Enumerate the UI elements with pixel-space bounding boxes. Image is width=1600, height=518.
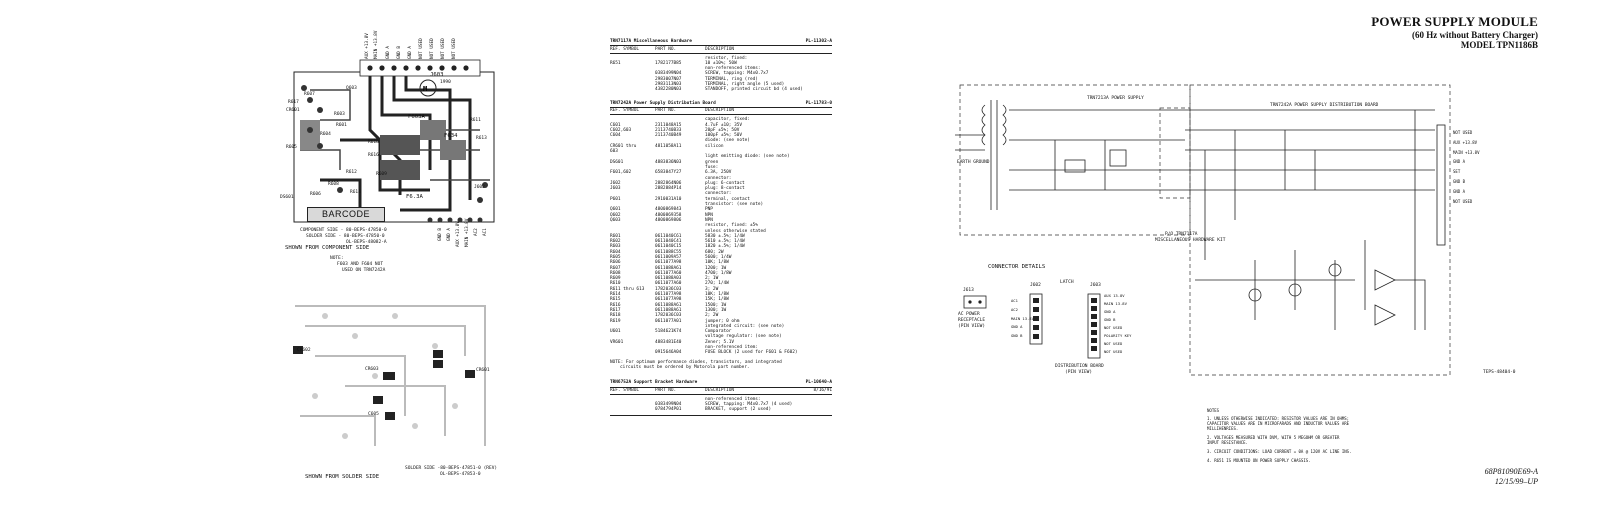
bottom-pin-label: GND B	[438, 228, 443, 241]
description: diode: (see note)	[705, 138, 750, 144]
ref-symbol: R618	[610, 313, 621, 319]
parts-row	[610, 87, 832, 92]
ref-symbol: C601	[610, 122, 621, 128]
description: 5830 ±.5%; 1/4W	[705, 233, 745, 239]
part-number: 4883836N03	[655, 159, 682, 165]
description: resistor, fixed:	[705, 55, 748, 61]
part-number: 2882884P14	[655, 186, 682, 192]
part-number: 0915646A04	[655, 350, 682, 356]
output-pin: GND A	[1453, 159, 1466, 165]
pin-label: NOT USED	[441, 38, 446, 59]
j602-pin: AC2	[1011, 306, 1018, 312]
parts-column-header: PART NO.	[655, 46, 677, 52]
output-pin: NOT USED	[1453, 198, 1473, 204]
ac-power-label: AC POWER	[958, 312, 980, 317]
ref-symbol: R602	[610, 239, 621, 245]
description: fuse:	[705, 164, 719, 170]
ref-symbol: R611 thru 613	[610, 286, 645, 292]
part-number: 6583847Y27	[655, 170, 682, 176]
part-number: 0611077A98	[655, 260, 682, 266]
description: light emitting diode: (see note)	[705, 154, 790, 160]
description: 10K; 1/8W	[705, 292, 729, 298]
j603-pin: AUX 13.8V	[1104, 293, 1125, 298]
part-number: 0611077A01	[655, 318, 682, 324]
description: silicon	[705, 143, 724, 149]
parts-column-header: 8/16/91	[813, 388, 832, 394]
parts-section-title: TRN7242A Power Supply Distribution Board	[610, 100, 716, 106]
pcb-solder-side-drawing	[285, 296, 495, 456]
ref-symbol: P601	[610, 196, 621, 202]
output-pin: SET	[1453, 169, 1461, 175]
ref-f634: F634	[444, 133, 458, 139]
ref-r607: R607	[304, 92, 315, 97]
ref-symbol: 603	[610, 149, 618, 155]
j602-pin-list	[1011, 297, 1034, 341]
j603-pin: NOT USED	[1104, 341, 1123, 346]
ref-symbol: R606	[610, 260, 621, 266]
part-number: 2113740B49	[655, 133, 682, 139]
distribution-board-caption: DISTRIBUTION BOARD	[1055, 364, 1104, 369]
j613-label: J613	[963, 288, 974, 293]
part-number: 4800869358	[655, 212, 682, 218]
parts-column-header: DESCRIPTION	[705, 108, 735, 114]
ref-r617: R617	[288, 100, 299, 105]
parts-section-code: PL-11302-A	[805, 39, 832, 44]
parts-note-line: NOTE: For optimum performance diodes, transistors, and integrated	[610, 359, 782, 365]
description: 1300; 1W	[705, 307, 727, 313]
ref-r611: R611	[470, 118, 481, 123]
ref-symbol: R619	[610, 318, 621, 324]
part-number: 0611088A03	[655, 276, 682, 282]
ref-symbol	[610, 407, 655, 412]
j602-pin: AC1	[1011, 298, 1018, 303]
solder-side-number: SOLDER SIDE - 80-BEPS-47850-0	[306, 234, 385, 239]
ref-cr601: CR601	[286, 108, 300, 113]
ref-r604: R604	[320, 132, 331, 137]
output-pin: GND A	[1453, 188, 1466, 194]
parts-section-code: PL-10640-A	[805, 380, 832, 386]
pin-label: GND A	[408, 46, 413, 59]
parts-note-line: circuits must be ordered by Motorola part number.	[620, 364, 750, 370]
j602-label: J602	[1030, 283, 1041, 288]
ref-r614: R614	[350, 190, 361, 195]
model-number: MODEL TPN1186B	[1460, 40, 1538, 50]
ref-symbol: Q602	[610, 212, 621, 218]
ref-symbol: R615	[610, 297, 621, 303]
parts-section-code: PL-11783-0	[805, 100, 832, 106]
output-pin: MAIN +13.8V	[1453, 149, 1480, 155]
part-number: 0611040C41	[655, 239, 682, 245]
parts-section-header	[610, 39, 832, 44]
output-pin-list	[1453, 128, 1480, 206]
solder-side-bottom-2: OL-BEPS-47853-0	[440, 472, 481, 477]
part-number: 0611077A60	[655, 270, 682, 276]
description: integrated circuit: (see note)	[705, 323, 785, 329]
part-number: 0611040C15	[655, 244, 682, 250]
part-number: 4800869843	[655, 207, 682, 213]
note-line-1: F603 AND F604 NOT	[337, 262, 384, 267]
parts-row	[610, 407, 832, 412]
ref-f603a: F603A	[408, 114, 425, 120]
description: 1820 ±.5%; 1/4W	[705, 244, 745, 250]
description: 10 ±10%; 50W	[705, 60, 737, 66]
ref-symbol	[610, 350, 655, 355]
description: SCREW, tapping: M4x0.7x7 (4 used)	[705, 402, 793, 408]
part-number: 2910031A10	[655, 196, 682, 202]
part-number: 1782036C03	[655, 286, 682, 292]
part-number: 2882864N06	[655, 180, 682, 186]
svg-text:M: M	[423, 85, 428, 93]
description: 2; 1W	[705, 276, 719, 282]
j603-pin: GND B	[1104, 317, 1116, 322]
shown-from-component-side: SHOWN FROM COMPONENT SIDE	[285, 245, 370, 251]
description: voltage regulator: (see note)	[705, 334, 782, 340]
solder-ref-cr603: CR603	[365, 367, 379, 372]
parts-section	[610, 39, 832, 93]
ref-symbol: DS601	[610, 159, 624, 165]
misc-hardware-label-1: P/O TRN7117A	[1165, 232, 1198, 237]
title-block	[1371, 14, 1538, 50]
solder-ref-cr601: CR601	[476, 368, 490, 373]
description: 3; 2W	[705, 286, 719, 292]
parts-bottom-rule	[610, 415, 832, 416]
description: terminal, contact	[705, 196, 750, 202]
parts-section	[610, 380, 832, 415]
part-number: 0611077A98	[655, 292, 682, 298]
j603-pin: GND A	[1104, 309, 1116, 314]
parts-section-title: TRN6752A Support Bracket Hardware	[610, 380, 698, 386]
part-number: 0611040C61	[655, 233, 682, 239]
pin-label: GND B	[397, 46, 402, 59]
schematic-notes	[1207, 408, 1352, 463]
ac-receptacle-label: RECEPTACLE	[958, 318, 986, 323]
ref-r601: R601	[336, 123, 347, 128]
ref-symbol: Q603	[610, 217, 621, 223]
ref-j603: J603	[430, 72, 444, 78]
bottom-pin-label: AUX +13.8V	[456, 221, 461, 247]
ref-symbol: R651	[610, 60, 621, 66]
description: 270; 1/4W	[705, 281, 729, 287]
description: 1500; 1W	[705, 302, 727, 308]
description: jumper; 0 ohm	[705, 318, 740, 324]
j602-pin: GND A	[1011, 324, 1023, 330]
part-number: 2983007N07	[655, 76, 682, 82]
parts-section	[610, 101, 832, 371]
description: 1200; 1W	[705, 265, 727, 271]
description: non-referenced items:	[705, 396, 761, 402]
description: capacitor, fixed:	[705, 117, 750, 123]
ref-r612: R612	[346, 170, 357, 175]
ref-symbol: CR601 thru	[610, 143, 637, 149]
j602-pin: MAIN 13.8V	[1011, 315, 1034, 321]
description: Zener; 5.1V	[705, 339, 735, 345]
bottom-pin-label: AC1	[483, 228, 488, 236]
part-number: 2983113N03	[655, 82, 682, 88]
part-number: 4382280N03	[655, 87, 682, 93]
description: non-referenced items:	[705, 66, 761, 72]
description: resistor, fixed: ±5%	[705, 223, 758, 229]
barcode-label: BARCODE	[307, 207, 385, 222]
ref-symbol: R616	[610, 302, 621, 308]
ref-r616: R616	[368, 153, 379, 158]
parts-section-header	[610, 101, 832, 106]
ref-r606: R606	[310, 192, 321, 197]
output-pin: NOT USED	[1453, 130, 1473, 135]
note-item: 1. UNLESS OTHERWISE INDICATED: RESISTOR VALUES ARE IN OHMS;	[1207, 416, 1350, 421]
description: 4700; 1/8W	[705, 270, 732, 276]
power-supply-label: TRN7213A POWER SUPPLY	[1087, 96, 1144, 101]
ref-j602: J602	[474, 185, 485, 190]
note-item: 3. CIRCUIT CONDITIONS: LOAD CURRENT = 0A @ 120V AC LINE INS.	[1207, 449, 1352, 454]
pin-label: NOT USED	[452, 38, 457, 59]
part-number: 0784794P01	[655, 407, 682, 413]
description: plug: 6-contact	[705, 180, 745, 186]
parts-section-header	[610, 380, 832, 385]
pin-label: AUX +13.8V	[365, 33, 370, 59]
pin-label: MAIN +13.8V	[374, 30, 379, 59]
module-title: POWER SUPPLY MODULE	[1371, 14, 1538, 29]
part-number: 1782177B85	[655, 60, 682, 66]
j603-label: J603	[1090, 283, 1101, 288]
description: PNP	[705, 207, 713, 213]
ref-symbol: R605	[610, 254, 621, 260]
j603-pin: NOT USED	[1104, 349, 1123, 354]
stamp-year: 1990	[440, 80, 451, 85]
description: NPN	[705, 217, 713, 223]
pin-label: NOT USED	[430, 38, 435, 59]
pin-view-caption: (PIN VIEW)	[1065, 370, 1093, 375]
output-pin: AUX +13.8V	[1453, 139, 1478, 145]
description: STANDOFF, printed circuit bd (4 used)	[705, 87, 803, 93]
part-number: 0383499N04	[655, 402, 682, 408]
ref-symbol: J603	[610, 186, 621, 192]
description: SCREW, tapping: M4x0.7x7	[705, 71, 769, 77]
ref-symbol: Q601	[610, 207, 621, 213]
ref-symbol: C604	[610, 133, 621, 139]
ref-q603: Q603	[346, 86, 357, 91]
doc-number: 68P81090E69-A	[1484, 467, 1538, 476]
description: 100pF ±5%; 50V	[705, 133, 743, 139]
part-number: 0383499N04	[655, 71, 682, 77]
connector-details-heading: CONNECTOR DETAILS	[988, 264, 1046, 270]
ref-symbol: R609	[610, 276, 621, 282]
ref-r608: R608	[328, 182, 339, 187]
parts-list	[610, 36, 832, 416]
note-item: 2. VOLTAGES MEASURED WITH DVM, WITH 5 MEGOHM OR GREATER	[1207, 435, 1340, 440]
output-pin: GND B	[1453, 178, 1466, 184]
notes-heading: NOTES	[1207, 408, 1220, 413]
part-number: 4800869806	[655, 217, 682, 223]
description: plug: 8-contact	[705, 186, 745, 192]
parts-column-headers	[610, 387, 832, 395]
parts-column-header: REF. SYMBOL	[610, 108, 640, 114]
parts-column-headers	[610, 45, 832, 53]
part-number: 0611088C55	[655, 249, 682, 255]
ref-symbol: C602,603	[610, 127, 632, 133]
solder-ref-c605: C605	[368, 412, 379, 417]
description: 6.3A, 250V	[705, 170, 732, 176]
bottom-pin-label: MAIN +13.8V	[465, 218, 470, 247]
latch-label: LATCH	[1060, 280, 1074, 285]
ref-r618: R618	[368, 140, 379, 145]
description: green	[705, 159, 719, 165]
ref-symbol: F601,602	[610, 170, 632, 176]
part-number: 0611009A57	[655, 254, 682, 260]
module-subtitle: (60 Hz without Battery Charger)	[1412, 30, 1538, 40]
earth-ground-label: EARTH GROUND	[957, 160, 990, 165]
note-item: 4. R651 IS MOUNTED ON POWER SUPPLY CHASSIS.	[1207, 458, 1311, 463]
description: 680; 2W	[705, 249, 724, 255]
note-line-2: USED ON TRN7242A	[342, 268, 386, 273]
part-number: 0611077A60	[655, 281, 682, 287]
description: 15K; 1/8W	[705, 297, 729, 303]
description: 4.7uF ±10; 35V	[705, 122, 743, 128]
description: 2; 2W	[705, 313, 719, 319]
parts-column-header: REF. SYMBOL	[610, 388, 640, 394]
ref-f63a: F6.3A	[406, 194, 423, 200]
description: non-referenced item:	[705, 345, 758, 351]
ref-symbol: R604	[610, 249, 621, 255]
ref-symbol: J602	[610, 180, 621, 186]
j603-pin: MAIN 13.8V	[1104, 301, 1127, 306]
ref-symbol: R607	[610, 265, 621, 271]
ref-symbol	[610, 87, 655, 92]
bottom-pin-label: GND A	[447, 228, 452, 241]
description: Comparator	[705, 329, 732, 335]
ref-ds601: DS601	[280, 195, 294, 200]
part-number: 1782036C03	[655, 313, 682, 319]
note-label: NOTE:	[330, 256, 344, 261]
description: connector:	[705, 191, 732, 197]
ref-symbol: R614	[610, 292, 621, 298]
ref-symbol: R610	[610, 281, 621, 287]
description: 5610 ±.5%; 1/4W	[705, 239, 745, 245]
parts-column-header: REF. SYMBOL	[610, 46, 640, 52]
parts-column-header: PART NO.	[655, 388, 677, 394]
ref-symbol: U601	[610, 329, 621, 335]
bottom-pin-label: AC2	[474, 228, 479, 236]
ac-pin-view-label: (PIN VIEW)	[958, 324, 986, 329]
j603-pin-list	[1104, 292, 1131, 356]
part-number: 4811058A11	[655, 143, 682, 149]
j603-pin: POLARITY KEY	[1104, 333, 1132, 338]
part-number: 0611088A61	[655, 302, 682, 308]
misc-hardware-label-2: MISCELLANEOUS HARDWARE KIT	[1155, 238, 1226, 243]
ref-r613: R613	[476, 136, 487, 141]
ref-symbol: R603	[610, 244, 621, 250]
part-number: 2311048A15	[655, 122, 682, 128]
description: 10K; 1/8W	[705, 260, 729, 266]
description: 20pF ±5%; 50V	[705, 127, 740, 133]
part-number: 0611088A61	[655, 265, 682, 271]
part-number: 5184621K74	[655, 329, 682, 335]
part-number: 2113740B33	[655, 127, 682, 133]
note-item: INPUT RESISTANCE.	[1207, 440, 1248, 445]
component-side-number: COMPONENT SIDE - 80-BEPS-47850-0	[300, 228, 387, 233]
description: transistor: (see note)	[705, 202, 764, 208]
doc-date: 12/15/99–UP	[1494, 477, 1538, 486]
ref-r603: R603	[334, 112, 345, 117]
description: 5600; 1/4W	[705, 254, 732, 260]
description: unless otherwise stated	[705, 228, 766, 234]
pin-label: GND A	[386, 46, 391, 59]
parts-row	[610, 350, 832, 355]
ref-symbol: R617	[610, 307, 621, 313]
j602-pin: GND B	[1011, 333, 1023, 339]
ol-number: OL-BEPS-48082-A	[346, 240, 387, 245]
description: BRACKET, support (2 used)	[705, 407, 772, 413]
description: NPN	[705, 212, 713, 218]
note-item: CAPACITOR VALUES ARE IN MICROFARADS AND INDUCTOR VALUES ARE	[1207, 421, 1350, 426]
parts-column-header: DESCRIPTION	[705, 46, 735, 52]
ref-symbol: VR601	[610, 339, 624, 345]
note-item: MILLIHENRIES.	[1207, 426, 1239, 431]
description: connector:	[705, 175, 732, 181]
solder-ref-cr602: CR602	[297, 348, 311, 353]
part-number: 0611088A61	[655, 307, 682, 313]
shown-from-solder-side: SHOWN FROM SOLDER SIDE	[305, 474, 380, 480]
part-number: 4883481E40	[655, 339, 682, 345]
figure-number: TEPS-48404-0	[1483, 370, 1516, 375]
ref-symbol: R608	[610, 270, 621, 276]
ref-symbol: R601	[610, 233, 621, 239]
description: TERMINAL, ring (red)	[705, 76, 758, 82]
parts-column-headers	[610, 107, 832, 115]
document-footer	[1485, 467, 1538, 487]
parts-column-header: PART NO.	[655, 108, 677, 114]
pin-label: NOT USED	[419, 38, 424, 59]
ref-r605: R605	[286, 145, 297, 150]
j603-pin: NOT USED	[1104, 325, 1123, 330]
parts-column-header: DESCRIPTION	[705, 388, 735, 394]
ref-r609: R609	[376, 172, 387, 177]
part-number: 0611077A98	[655, 297, 682, 303]
distribution-board-label: TRN7242A POWER SUPPLY DISTRIBUTION BOARD	[1270, 103, 1379, 108]
solder-side-bottom-1: SOLDER SIDE -80-BEPS-47851-0 (REV)	[405, 466, 498, 471]
parts-section-title: TRN7117A Miscellaneous Hardware	[610, 39, 692, 44]
description: TERMINAL, right angle (5 used)	[705, 82, 785, 88]
description: FUSE BLOCK (2 used for F601 & F602)	[705, 350, 798, 356]
